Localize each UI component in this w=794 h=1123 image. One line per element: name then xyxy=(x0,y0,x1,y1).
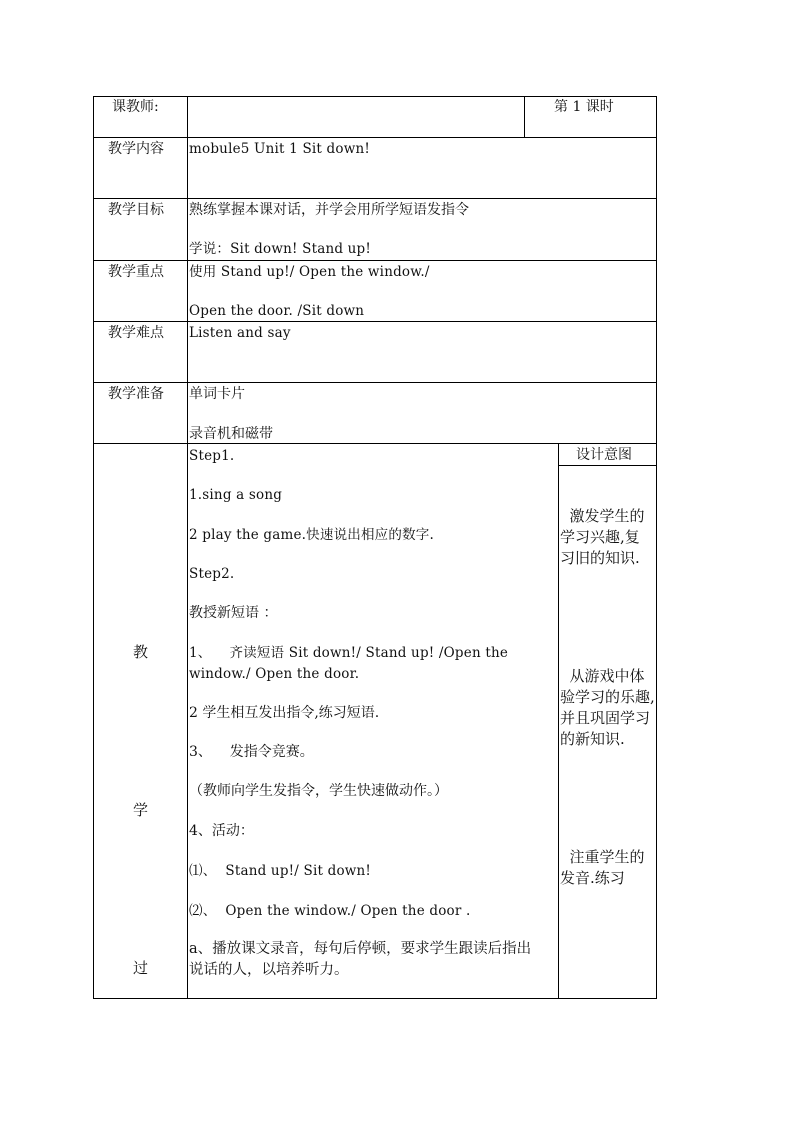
design-note-line: 注重学生的 xyxy=(560,848,645,866)
content-value: mobule5 Unit 1 Sit down! xyxy=(189,141,370,157)
design-note-line: 习旧的知识. xyxy=(560,549,640,567)
process-line: Step1. xyxy=(189,448,235,464)
row-divider xyxy=(93,198,657,199)
prep-line-1: 单词卡片 xyxy=(189,386,245,402)
lesson-number: 第 1 课时 xyxy=(554,99,614,115)
goal-line-2: 学说：Sit down! Stand up! xyxy=(189,241,372,257)
prep-label: 教学准备 xyxy=(108,386,164,402)
process-line: 1.sing a song xyxy=(189,487,283,503)
row-divider xyxy=(93,137,657,138)
prep-line-2: 录音机和磁带 xyxy=(189,426,273,442)
design-note-line: 验学习的乐趣, xyxy=(560,688,655,706)
process-line: a、播放课文录音，每句后停顿，要求学生跟读后指出 xyxy=(189,941,532,957)
content-label: 教学内容 xyxy=(108,141,164,157)
design-header-divider xyxy=(558,465,657,466)
table-border-right xyxy=(656,96,657,999)
process-line: 2 play the game.快速说出相应的数字. xyxy=(189,527,434,543)
design-note-line: 并且巩固学习 xyxy=(560,709,651,727)
process-line: ⑴、 Stand up!/ Sit down! xyxy=(189,863,372,879)
key-line-1: 使用 Stand up!/ Open the window./ xyxy=(189,264,430,280)
process-line: ⑵、 Open the window./ Open the door . xyxy=(189,903,471,919)
process-line: 教授新短语 ： xyxy=(189,605,278,621)
table-border-left xyxy=(93,96,94,999)
design-note-line: 激发学生的 xyxy=(560,507,645,525)
process-line: Step2. xyxy=(189,566,235,582)
teacher-label: 课教师: xyxy=(112,99,159,115)
table-border-bottom xyxy=(93,998,657,999)
design-note-line: 从游戏中体 xyxy=(560,667,645,685)
process-line: 说话的人，以培养听力。 xyxy=(189,962,349,978)
process-side-char: 过 xyxy=(133,959,149,977)
process-line: window./ Open the door. xyxy=(189,666,360,682)
lesson-no-divider xyxy=(524,96,525,138)
key-label: 教学重点 xyxy=(108,264,164,280)
design-note-line: 的新知识. xyxy=(560,730,625,748)
goal-line-1: 熟练掌握本课对话，并学会用所学短语发指令 xyxy=(189,202,469,218)
process-side-char: 教 xyxy=(133,643,149,661)
difficult-value: Listen and say xyxy=(189,325,291,341)
table-border-top xyxy=(93,96,657,97)
process-line: 3、 发指令竞赛。 xyxy=(189,744,314,760)
goal-label: 教学目标 xyxy=(108,202,164,218)
difficult-label: 教学难点 xyxy=(108,325,164,341)
row-divider xyxy=(93,321,657,322)
process-line: （教师向学生发指令，学生快速做动作。） xyxy=(189,783,448,799)
design-note-line: 学习兴趣,复 xyxy=(560,528,640,546)
row-divider xyxy=(93,260,657,261)
process-line: 1、 齐读短语 Sit down!/ Stand up! /Open the xyxy=(189,645,509,661)
process-side-char: 学 xyxy=(133,801,149,819)
process-line: 4、活动： xyxy=(189,823,254,839)
label-column-divider xyxy=(187,96,188,999)
row-divider xyxy=(93,443,657,444)
row-divider xyxy=(93,382,657,383)
key-line-2: Open the door. /Sit down xyxy=(189,303,365,319)
design-column-divider xyxy=(558,443,559,999)
design-note-line: 发音.练习 xyxy=(560,869,625,887)
design-intention-header: 设计意图 xyxy=(576,447,632,463)
process-line: 2 学生相互发出指令,练习短语. xyxy=(189,705,380,721)
